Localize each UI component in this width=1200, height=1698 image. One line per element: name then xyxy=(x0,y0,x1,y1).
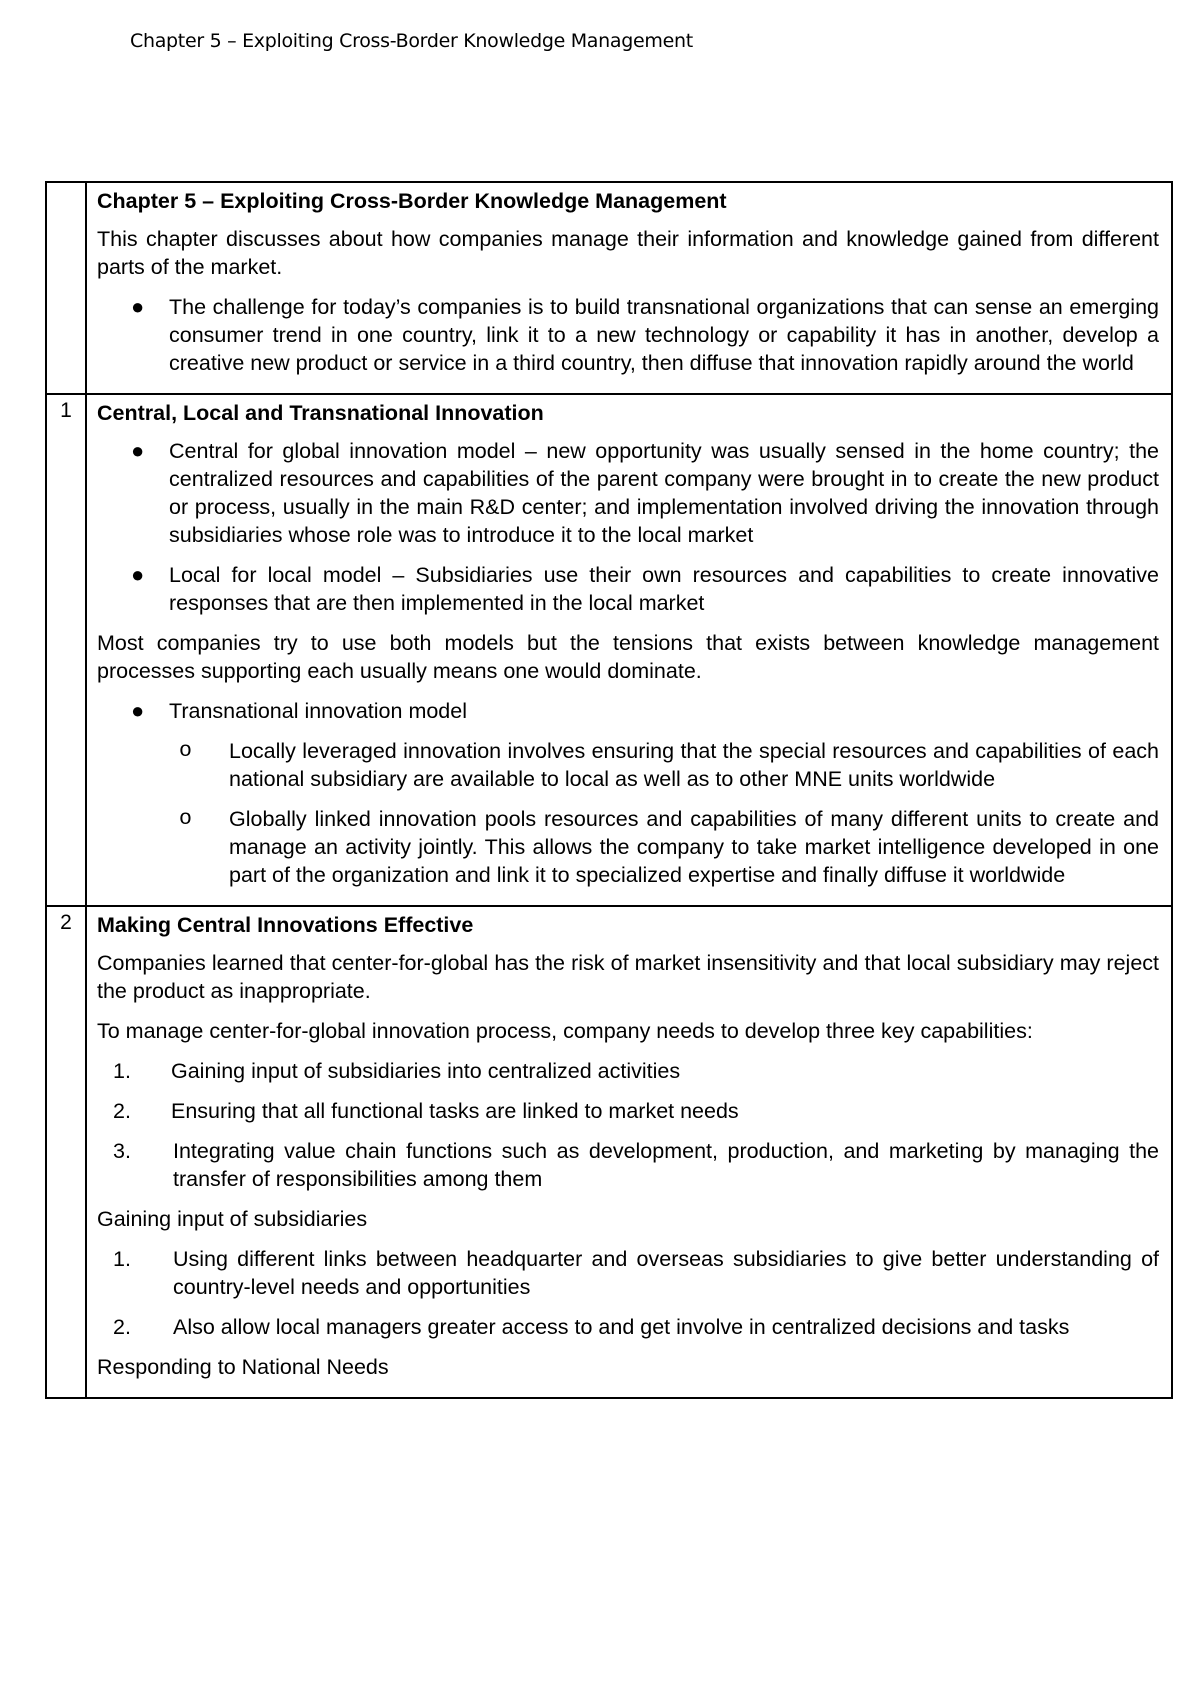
list-number: 3. xyxy=(113,1139,131,1163)
sub-bullet-item xyxy=(97,737,1159,793)
bullet-icon: ● xyxy=(131,562,145,587)
bullet-icon: ● xyxy=(131,294,145,319)
list-number: 1. xyxy=(113,1059,131,1083)
table-row-1 xyxy=(46,394,1172,906)
table-row-intro xyxy=(46,182,1172,394)
bullet-item xyxy=(97,437,1159,549)
list-number: 2. xyxy=(113,1099,131,1123)
numbered-text: Integrating value chain functions such as development, production, and marketing by managing the transfer of responsibilities among them xyxy=(173,1139,1159,1191)
circle-bullet-icon: o xyxy=(179,807,192,831)
notes-table xyxy=(45,181,1173,1399)
numbered-text: Ensuring that all functional tasks are linked to market needs xyxy=(171,1099,739,1123)
bullet-text: Locally leveraged innovation involves ensuring that the special resources and capabilities of each national subsidiary are available to local as well as to other MNE units worldwide xyxy=(229,739,1159,791)
numbered-item xyxy=(97,1313,1159,1341)
row-content xyxy=(86,906,1172,1398)
list-number: 2. xyxy=(113,1315,131,1339)
paragraph: To manage center-for-global innovation process, company needs to develop three key capabilities: xyxy=(97,1019,1033,1043)
bullet-icon: ● xyxy=(131,698,145,723)
bullet-text: The challenge for today’s companies is to build transnational organizations that can sense an emerging consumer trend in one country, link it to a new technology or capability it has in another, develop a creative new product or service in a third country, then diffuse that innovation rapidly around the world xyxy=(169,295,1159,375)
bullet-text: Central for global innovation model – new opportunity was usually sensed in the home country; the centralized resources and capabilities of the parent company were brought in to create the new product or process, usually in the main R&D center; and implementation involved driving the innovation through subsidiaries whose role was to introduce it to the local market xyxy=(169,439,1159,547)
row-number: 2 xyxy=(46,906,86,1398)
list-number: 1. xyxy=(113,1247,131,1271)
paragraph: This chapter discusses about how companies manage their information and knowledge gained from different parts of the market. xyxy=(97,227,1159,279)
circle-bullet-icon: o xyxy=(179,739,192,763)
bullet-item xyxy=(97,697,1159,725)
bullet-item xyxy=(97,293,1159,377)
row-number: 1 xyxy=(46,394,86,906)
numbered-item xyxy=(97,1097,1159,1125)
paragraph: Most companies try to use both models but the tensions that exists between knowledge management processes supporting each usually means one would dominate. xyxy=(97,631,1159,683)
page-header: Chapter 5 – Exploiting Cross-Border Knowledge Management xyxy=(130,30,693,52)
row-number xyxy=(46,182,86,394)
paragraph: Gaining input of subsidiaries xyxy=(97,1207,368,1231)
row-content xyxy=(86,394,1172,906)
numbered-text: Also allow local managers greater access to and get involve in centralized decisions and tasks xyxy=(173,1315,1070,1339)
section-title: Chapter 5 – Exploiting Cross-Border Knowledge Management xyxy=(97,189,727,213)
paragraph: Companies learned that center-for-global has the risk of market insensitivity and that local subsidiary may reject the product as inappropriate. xyxy=(97,951,1159,1003)
bullet-text: Transnational innovation model xyxy=(169,699,467,723)
bullet-text: Local for local model – Subsidiaries use their own resources and capabilities to create innovative responses that are then implemented in the local market xyxy=(169,563,1159,615)
row-content xyxy=(86,182,1172,394)
sub-bullet-item xyxy=(97,805,1159,889)
numbered-item xyxy=(97,1057,1159,1085)
numbered-text: Using different links between headquarter and overseas subsidiaries to give better understanding of country-level needs and opportunities xyxy=(173,1247,1159,1299)
bullet-icon: ● xyxy=(131,438,145,463)
numbered-item xyxy=(97,1137,1159,1193)
numbered-text: Gaining input of subsidiaries into centralized activities xyxy=(171,1059,681,1083)
table-row-2 xyxy=(46,906,1172,1398)
numbered-item xyxy=(97,1245,1159,1301)
bullet-item xyxy=(97,561,1159,617)
bullet-text: Globally linked innovation pools resources and capabilities of many different units to create and manage an activity jointly. This allows the company to take market intelligence developed in one part of the organization and link it to specialized expertise and finally diffuse it worldwide xyxy=(229,807,1159,887)
section-title: Central, Local and Transnational Innovation xyxy=(97,401,544,425)
section-title: Making Central Innovations Effective xyxy=(97,913,474,937)
paragraph: Responding to National Needs xyxy=(97,1355,389,1379)
